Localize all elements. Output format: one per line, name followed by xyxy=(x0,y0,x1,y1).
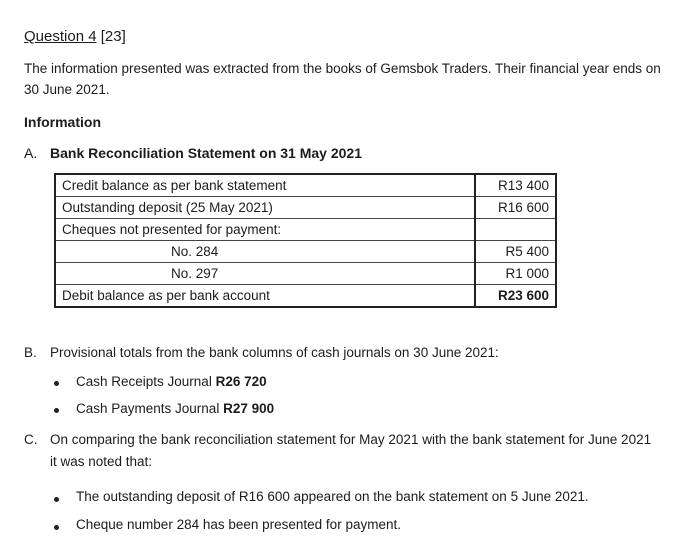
table-row xyxy=(55,263,556,285)
list-item: Cheque number 284 has been presented for payment. xyxy=(76,517,401,532)
list-item xyxy=(76,374,267,389)
bank-reconciliation-table xyxy=(54,173,557,308)
intro-line-1: The information presented was extracted from the books of Gemsbok Traders. Their financial year ends on xyxy=(24,61,661,76)
bullet-icon xyxy=(54,497,59,502)
journal-value: R26 720 xyxy=(215,374,267,389)
bullet-icon xyxy=(54,408,59,413)
table-row xyxy=(55,241,556,263)
row-description: No. 284 xyxy=(55,241,475,263)
bullet-icon xyxy=(54,525,59,530)
row-amount: R23 600 xyxy=(475,285,556,308)
row-amount: R16 600 xyxy=(475,197,556,219)
bullet-icon xyxy=(54,381,59,386)
section-c-letter: C. xyxy=(24,432,38,447)
question-marks: [23] xyxy=(100,28,126,45)
list-item: The outstanding deposit of R16 600 appeared on the bank statement on 5 June 2021. xyxy=(76,489,589,504)
list-item xyxy=(76,401,274,416)
row-amount: R5 400 xyxy=(475,241,556,263)
table-row xyxy=(55,285,556,308)
journal-label: Cash Payments Journal xyxy=(76,401,220,416)
question-heading xyxy=(24,28,126,45)
journal-value: R27 900 xyxy=(223,401,275,416)
journal-label: Cash Receipts Journal xyxy=(76,374,212,389)
table-row xyxy=(55,197,556,219)
row-description: Outstanding deposit (25 May 2021) xyxy=(55,197,475,219)
section-a-letter: A. xyxy=(24,145,38,161)
intro-line-2: 30 June 2021. xyxy=(24,82,110,97)
section-b-heading xyxy=(24,345,499,360)
row-amount: R1 000 xyxy=(475,263,556,285)
row-description: Cheques not presented for payment: xyxy=(55,219,475,241)
row-amount: R13 400 xyxy=(475,174,556,197)
section-a-title: Bank Reconciliation Statement on 31 May 2021 xyxy=(50,145,362,161)
section-c-line-1: On comparing the bank reconciliation statement for May 2021 with the bank statement for June 2021 xyxy=(50,432,652,447)
row-description: Credit balance as per bank statement xyxy=(55,174,475,197)
table-row xyxy=(55,219,556,241)
information-heading: Information xyxy=(24,114,101,130)
question-label: Question 4 xyxy=(24,28,97,45)
section-b-letter: B. xyxy=(24,345,37,360)
row-description: Debit balance as per bank account xyxy=(55,285,475,308)
row-description: No. 297 xyxy=(55,263,475,285)
section-c-heading xyxy=(24,432,651,447)
row-amount xyxy=(475,219,556,241)
table-row xyxy=(55,174,556,197)
section-a-heading xyxy=(24,145,362,161)
section-b-text: Provisional totals from the bank columns of cash journals on 30 June 2021: xyxy=(50,345,499,360)
section-c-line-2: it was noted that: xyxy=(50,454,153,469)
